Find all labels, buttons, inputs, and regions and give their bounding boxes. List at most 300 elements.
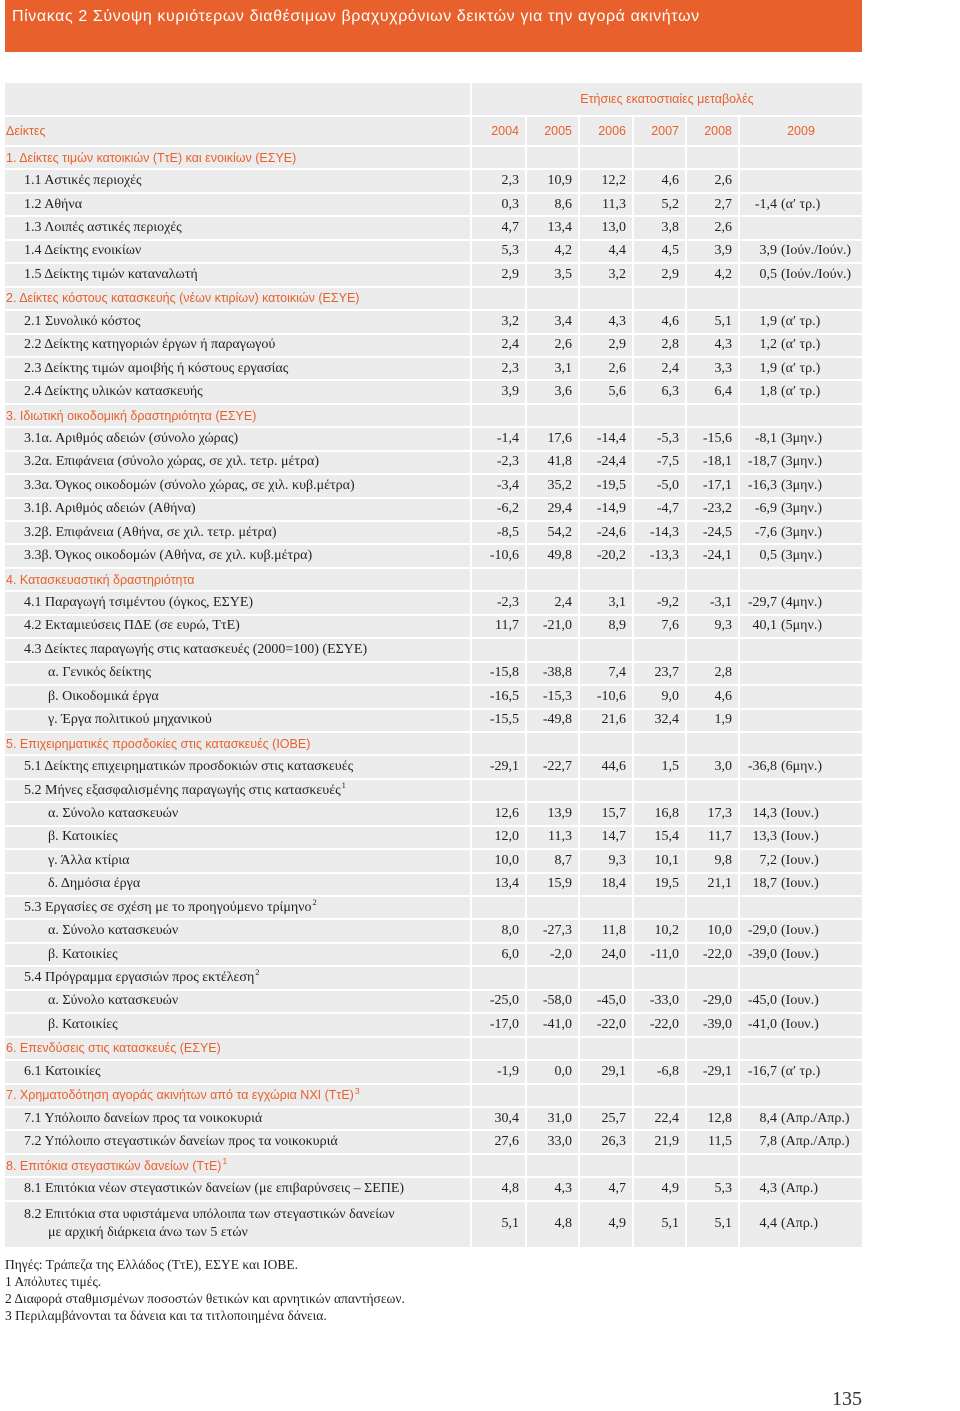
label-text: 2. Δείκτες κόστους κατασκευής (νέων κτιρίων) κατοικιών (ΕΣΥΕ) (6, 291, 360, 306)
label-line (6, 291, 359, 305)
label-line (6, 1088, 360, 1102)
value-cell: -17,1 (687, 475, 738, 496)
value-cell: 4,8 (527, 1202, 578, 1247)
value-cell: -2,3 (472, 452, 525, 473)
section-row (5, 1085, 862, 1106)
value-2009: -41,0 (747, 1016, 777, 1032)
value-cell: 6,4 (687, 381, 738, 402)
value-cell: 21,9 (634, 1131, 685, 1152)
value-cell: 11,8 (580, 920, 632, 941)
row-label (5, 217, 470, 238)
label-line (24, 454, 319, 470)
value-2009-cell (740, 1061, 862, 1082)
value-cell: 2,4 (472, 335, 525, 356)
value-cell: 4,3 (687, 335, 738, 356)
section-heading (5, 1155, 470, 1176)
table-row (5, 499, 862, 520)
label-line (24, 1064, 101, 1080)
row-label (5, 1061, 470, 1082)
row-label (5, 170, 470, 191)
value-cell: 4,2 (687, 264, 738, 285)
value-cell: -22,7 (527, 756, 578, 777)
label-text: δ. Δημόσια έργα (48, 876, 141, 892)
value-cell: -5,3 (634, 428, 685, 449)
label-line (24, 1134, 338, 1150)
value-cell: 4,7 (580, 1178, 632, 1199)
value-2009: 0,5 (759, 548, 777, 564)
section-row (5, 405, 862, 426)
value-cell: 10,9 (527, 170, 578, 191)
label-text: 6. Επενδύσεις στις κατασκευές (ΕΣΥΕ) (6, 1041, 221, 1056)
value-cell: 12,0 (472, 827, 525, 848)
value-cell: -17,0 (472, 1014, 525, 1035)
value-cell: 4,8 (472, 1178, 525, 1199)
label-text: 4. Κατασκευαστική δραστηριότητα (6, 572, 195, 587)
value-cell (527, 639, 578, 660)
value-2009-cell (740, 616, 862, 637)
label-line (24, 642, 367, 658)
value-cell: -33,0 (634, 991, 685, 1012)
row-label (5, 335, 470, 356)
value-cell: 4,6 (634, 170, 685, 191)
annual-change-header: Ετήσιες εκατοστιαίες μεταβολές (472, 83, 862, 115)
period-note: (3μην.) (781, 524, 822, 540)
value-cell (634, 780, 685, 801)
value-cell (527, 147, 578, 168)
value-cell: 5,1 (687, 1202, 738, 1247)
table-row (5, 1131, 862, 1152)
label-text: α. Σύνολο κατασκευών (48, 923, 179, 939)
value-2009: -18,7 (747, 454, 777, 470)
value-2009-cell (740, 335, 862, 356)
column-header-indicators: Δείκτες (5, 117, 470, 145)
label-line (24, 314, 141, 330)
label-text: β. Κατοικίες (48, 946, 118, 962)
value-cell (687, 147, 738, 168)
value-cell (527, 1038, 578, 1059)
value-cell: 4,9 (634, 1178, 685, 1199)
column-header-year: 2008 (687, 117, 738, 145)
row-label (5, 592, 470, 613)
value-cell: 1,5 (634, 756, 685, 777)
value-cell (580, 569, 632, 590)
period-note: (Ιουν.) (781, 946, 819, 962)
label-line (48, 689, 159, 705)
value-cell: -58,0 (527, 991, 578, 1012)
label-line (48, 806, 178, 822)
value-cell (687, 288, 738, 309)
section-heading (5, 1038, 470, 1059)
value-2009-cell (740, 475, 862, 496)
value-cell: -9,2 (634, 592, 685, 613)
value-cell: 6,3 (634, 381, 685, 402)
label-text: γ. Έργα πολιτικού μηχανικού (48, 712, 212, 728)
value-cell (634, 639, 685, 660)
value-cell: -10,6 (472, 545, 525, 566)
value-cell: 5,3 (472, 241, 525, 262)
label-line (24, 1181, 404, 1197)
value-2009-cell (740, 850, 862, 871)
value-cell: 15,7 (580, 803, 632, 824)
value-cell: 2,4 (634, 358, 685, 379)
value-cell: 29,1 (580, 1061, 632, 1082)
period-note: (α′ τρ.) (781, 360, 821, 376)
label-line (6, 737, 310, 751)
value-cell: -24,4 (580, 452, 632, 473)
value-cell: 5,3 (687, 1178, 738, 1199)
period-note: (Ιούν./Ιούν.) (781, 243, 852, 259)
value-cell: 30,4 (472, 1108, 525, 1129)
value-cell: 2,6 (687, 170, 738, 191)
value-cell: -27,3 (527, 920, 578, 941)
table-row (5, 944, 862, 965)
value-cell (634, 288, 685, 309)
value-cell: 2,9 (472, 264, 525, 285)
value-cell (472, 569, 525, 590)
value-cell: 5,1 (687, 311, 738, 332)
value-cell: -13,3 (634, 545, 685, 566)
value-2009: 3,9 (759, 243, 777, 259)
value-cell: 4,5 (634, 241, 685, 262)
section-row (5, 733, 862, 754)
value-cell (580, 1085, 632, 1106)
value-cell (580, 288, 632, 309)
value-2009: -36,8 (747, 759, 777, 775)
value-cell: 4,6 (634, 311, 685, 332)
label-text: α. Γενικός δείκτης (48, 665, 151, 681)
value-cell (634, 967, 685, 988)
value-cell: 11,7 (687, 827, 738, 848)
value-2009: 18,7 (752, 876, 777, 892)
value-cell: 14,7 (580, 827, 632, 848)
value-cell: 10,1 (634, 850, 685, 871)
value-cell: -5,0 (634, 475, 685, 496)
value-cell: -41,0 (527, 1014, 578, 1035)
value-cell: 13,9 (527, 803, 578, 824)
table-row (5, 241, 862, 262)
label-line (6, 1041, 221, 1055)
label-line (24, 618, 240, 634)
table-row (5, 897, 862, 918)
label-line (6, 151, 296, 165)
value-cell: -45,0 (580, 991, 632, 1012)
label-line (48, 853, 129, 869)
row-label (5, 264, 470, 285)
value-2009: 7,2 (759, 852, 777, 868)
value-cell: 9,3 (580, 850, 632, 871)
value-cell (472, 147, 525, 168)
column-header-year: 2007 (634, 117, 685, 145)
label-line (24, 431, 238, 447)
value-cell (527, 897, 578, 918)
label-line (24, 525, 277, 541)
value-2009-cell (740, 1038, 862, 1059)
value-2009-cell (740, 1085, 862, 1106)
value-2009: 1,2 (759, 337, 777, 353)
table-row (5, 194, 862, 215)
label-text: 4.1 Παραγωγή τσιμέντου (όγκος, ΕΣΥΕ) (24, 595, 254, 611)
value-2009-cell (740, 288, 862, 309)
value-cell: 2,3 (472, 170, 525, 191)
table-row (5, 1202, 862, 1247)
value-cell: -14,3 (634, 522, 685, 543)
value-2009-cell (740, 147, 862, 168)
value-cell: 21,6 (580, 710, 632, 731)
period-note: (5μην.) (781, 618, 822, 634)
table-row (5, 311, 862, 332)
row-label (5, 780, 470, 801)
row-label (5, 1108, 470, 1129)
value-2009-cell (740, 405, 862, 426)
value-cell (687, 967, 738, 988)
table-row (5, 545, 862, 566)
value-cell: -15,6 (687, 428, 738, 449)
value-cell: 15,4 (634, 827, 685, 848)
label-text: 3.2β. Επιφάνεια (Αθήνα, σε χιλ. τετρ. μέτρα) (24, 524, 277, 540)
value-2009-cell (740, 920, 862, 941)
value-cell (580, 967, 632, 988)
section-heading (5, 405, 470, 426)
table-row (5, 710, 862, 731)
table-row (5, 1178, 862, 1199)
value-cell (687, 897, 738, 918)
value-cell (472, 1038, 525, 1059)
value-cell: -3,4 (472, 475, 525, 496)
label-text: 6.1 Κατοικίες (24, 1063, 101, 1079)
label-text: 3. Ιδιωτική οικοδομική δραστηριότητα (ΕΣΥΕ) (6, 408, 257, 423)
value-cell: -38,8 (527, 663, 578, 684)
row-label (5, 522, 470, 543)
table-row (5, 428, 862, 449)
row-label (5, 1131, 470, 1152)
row-label (5, 545, 470, 566)
page-number: 135 (832, 1388, 862, 1410)
value-cell: 8,9 (580, 616, 632, 637)
value-2009-cell (740, 686, 862, 707)
value-cell: 4,4 (580, 241, 632, 262)
value-cell: 4,7 (472, 217, 525, 238)
label-text: 2.2 Δείκτης κατηγοριών έργων ή παραγωγού (24, 337, 276, 353)
value-cell: 23,7 (634, 663, 685, 684)
value-2009-cell (740, 545, 862, 566)
period-note: (α′ τρ.) (781, 384, 821, 400)
value-cell: -1,9 (472, 1061, 525, 1082)
value-cell: -29,1 (472, 756, 525, 777)
value-cell: 22,4 (634, 1108, 685, 1129)
value-2009: 1,9 (759, 313, 777, 329)
label-text: 1.5 Δείκτης τιμών καταναλωτή (24, 266, 198, 282)
label-text: α. Σύνολο κατασκευών (48, 993, 179, 1009)
section-heading (5, 147, 470, 168)
value-cell (527, 405, 578, 426)
value-cell: 2,3 (472, 358, 525, 379)
value-2009: 4,4 (759, 1216, 777, 1232)
period-note: (Ιουν.) (781, 1016, 819, 1032)
value-2009-cell (740, 1178, 862, 1199)
label-text: 3.3α. Όγκος οικοδομών (σύνολο χώρας, σε χιλ. κυβ.μέτρα) (24, 477, 355, 493)
value-2009: 0,5 (759, 266, 777, 282)
value-2009-cell (740, 264, 862, 285)
value-cell (634, 897, 685, 918)
value-cell: 21,1 (687, 874, 738, 895)
label-text: 3.2α. Επιφάνεια (σύνολο χώρας, σε χιλ. τετρ. μέτρα) (24, 454, 319, 470)
value-cell: 7,6 (634, 616, 685, 637)
value-cell: -6,2 (472, 499, 525, 520)
row-label (5, 1202, 470, 1247)
table-row (5, 663, 862, 684)
footnote-marker: 2 (255, 967, 260, 978)
label-text: 5.2 Μήνες εξασφαλισμένης παραγωγής στις κατασκευές (24, 782, 341, 798)
value-2009-cell (740, 874, 862, 895)
value-cell: -14,9 (580, 499, 632, 520)
label-text: 4.3 Δείκτες παραγωγής στις κατασκευές (2000=100) (ΕΣΥΕ) (24, 641, 368, 657)
label-line (48, 712, 212, 728)
label-text: γ. Άλλα κτίρια (48, 852, 130, 868)
label-text: 1.4 Δείκτης ενοικίων (24, 243, 142, 259)
value-cell: -10,6 (580, 686, 632, 707)
table-row (5, 850, 862, 871)
value-cell: -18,1 (687, 452, 738, 473)
period-note: (6μην.) (781, 759, 822, 775)
value-2009-cell (740, 639, 862, 660)
value-cell (687, 569, 738, 590)
value-2009-cell (740, 452, 862, 473)
value-cell (687, 1038, 738, 1059)
label-line (24, 779, 346, 799)
value-2009: 8,4 (759, 1110, 777, 1126)
value-cell: 49,8 (527, 545, 578, 566)
period-note: (4μην.) (781, 595, 822, 611)
footnote-marker: 2 (312, 897, 317, 908)
column-header-year: 2005 (527, 117, 578, 145)
value-2009: -45,0 (747, 993, 777, 1009)
value-cell: 2,7 (687, 194, 738, 215)
label-line (24, 548, 312, 564)
value-cell (527, 1155, 578, 1176)
section-heading (5, 733, 470, 754)
value-2009-cell (740, 241, 862, 262)
label-line (24, 243, 141, 259)
value-cell: 19,5 (634, 874, 685, 895)
value-cell: -24,6 (580, 522, 632, 543)
row-label (5, 639, 470, 660)
label-line (24, 337, 275, 353)
value-cell (580, 147, 632, 168)
value-cell: 2,8 (634, 335, 685, 356)
period-note: (Απρ.) (781, 1180, 818, 1196)
value-cell: -39,0 (687, 1014, 738, 1035)
label-text: 1.3 Λοιπές αστικές περιοχές (24, 220, 182, 236)
value-cell: -19,5 (580, 475, 632, 496)
row-label (5, 358, 470, 379)
value-2009: -1,4 (754, 196, 777, 212)
period-note: (Ιουν.) (781, 923, 819, 939)
table-row (5, 639, 862, 660)
value-cell: -22,0 (687, 944, 738, 965)
label-line (24, 759, 353, 775)
footnote-marker: 3 (354, 1086, 360, 1097)
section-heading (5, 1085, 470, 1106)
label-text: 5.3 Εργασίες σε σχέση με το προηγούμενο τρίμηνο (24, 899, 312, 915)
label-line (6, 573, 194, 587)
label-text: 1.2 Αθήνα (24, 196, 83, 212)
label-text: 5.4 Πρόγραμμα εργασιών προς εκτέλεση (24, 970, 255, 986)
row-label (5, 944, 470, 965)
value-cell (580, 1155, 632, 1176)
period-note: (Ιούν./Ιούν.) (781, 266, 852, 282)
section-row (5, 288, 862, 309)
footnotes (5, 1256, 862, 1324)
value-cell: 25,7 (580, 1108, 632, 1129)
table-row (5, 1061, 862, 1082)
value-cell: 12,8 (687, 1108, 738, 1129)
value-cell: -3,1 (687, 592, 738, 613)
value-2009: -16,3 (747, 477, 777, 493)
value-cell: -16,5 (472, 686, 525, 707)
value-2009-cell (740, 522, 862, 543)
table-row (5, 1108, 862, 1129)
value-cell: 2,9 (634, 264, 685, 285)
label-text: β. Οικοδομικά έργα (48, 688, 159, 704)
value-2009-cell (740, 311, 862, 332)
value-cell: 7,4 (580, 663, 632, 684)
label-line (48, 923, 178, 939)
value-cell (472, 897, 525, 918)
column-header-year: 2004 (472, 117, 525, 145)
value-2009-cell (740, 381, 862, 402)
value-cell: 8,0 (472, 920, 525, 941)
value-cell: 3,9 (472, 381, 525, 402)
section-row (5, 147, 862, 168)
value-cell: 9,0 (634, 686, 685, 707)
row-label (5, 311, 470, 332)
label-text: 8.1 Επιτόκια νέων στεγαστικών δανείων (με επιβαρύνσεις – ΣΕΠΕ) (24, 1180, 405, 1196)
value-cell (527, 1085, 578, 1106)
period-note: (3μην.) (781, 430, 822, 446)
row-label (5, 991, 470, 1012)
row-label (5, 920, 470, 941)
value-2009-cell (740, 1131, 862, 1152)
value-cell: 44,6 (580, 756, 632, 777)
value-cell: 10,0 (472, 850, 525, 871)
value-cell (580, 780, 632, 801)
value-cell: -25,0 (472, 991, 525, 1012)
label-text: 2.4 Δείκτης υλικών κατασκευής (24, 384, 203, 400)
label-line (48, 947, 118, 963)
value-cell: 11,5 (687, 1131, 738, 1152)
header-blank-cell (5, 83, 470, 115)
value-2009-cell (740, 967, 862, 988)
label-text: 7. Χρηματοδότηση αγοράς ακινήτων από τα εγχώρια ΝΧΙ (ΤτΕ) (6, 1088, 354, 1103)
label-line (6, 409, 256, 423)
period-note: (Ιουν.) (781, 876, 819, 892)
table-row (5, 335, 862, 356)
value-2009: -29,0 (747, 923, 777, 939)
label-text: 8.2 Επιτόκια στα υφιστάμενα υπόλοιπα των στεγαστικών δανείων (24, 1207, 395, 1223)
value-cell: 26,3 (580, 1131, 632, 1152)
value-2009: 40,1 (752, 618, 777, 634)
footnote: 3 Περιλαμβάνονται τα δάνεια και τα τιτλοποιημένα δάνεια. (5, 1308, 327, 1323)
value-cell (472, 733, 525, 754)
row-label (5, 475, 470, 496)
label-text: α. Σύνολο κατασκευών (48, 805, 179, 821)
table-row (5, 522, 862, 543)
row-label (5, 756, 470, 777)
value-2009-cell (740, 170, 862, 191)
value-cell (527, 569, 578, 590)
value-cell: -24,1 (687, 545, 738, 566)
footnote-marker: 1 (222, 1156, 228, 1167)
